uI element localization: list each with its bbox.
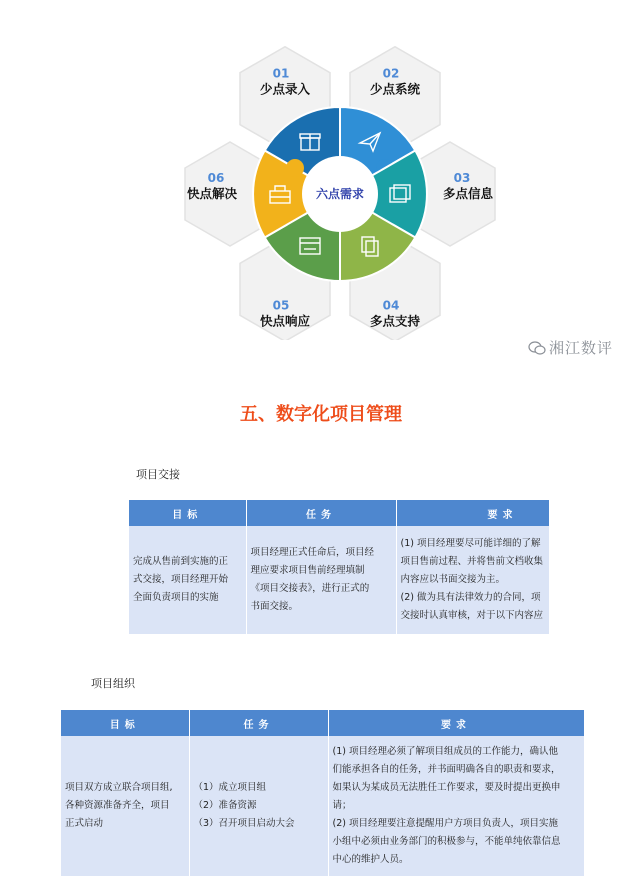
handover-table <box>129 500 549 634</box>
diagram-item-label: 快点解决 <box>186 186 238 201</box>
table2-task-cell <box>189 736 328 876</box>
diagram-item-label: 少点录入 <box>259 81 311 97</box>
handover-table-wrap <box>129 500 549 634</box>
table1-header-task: 任务 <box>246 500 396 526</box>
diagram-connector <box>286 159 304 177</box>
table1-req-cell <box>396 526 549 634</box>
table1-req-line: 交接时认真审核，对于以下内容应 <box>400 610 544 621</box>
table2-goal-line: 项目双方成立联合项目组, <box>65 782 173 793</box>
diagram-item-label: 少点系统 <box>369 81 421 97</box>
diagram-item-number: 04 <box>382 298 400 313</box>
table1-goal-cell <box>129 526 246 634</box>
diagram-item-number: 01 <box>272 66 290 81</box>
table2-goal-line: 各种资源准备齐全，项目 <box>65 800 170 811</box>
table2-req-cell <box>328 736 584 876</box>
table2-req-line: 如果认为某成员无法胜任工作要求，要及时提出更换申 <box>332 782 561 793</box>
table1-req-line: (1) 项目经理要尽可能详细的了解 <box>400 538 541 549</box>
table2-task-line: （1）成立项目组 <box>193 782 267 793</box>
table1-goal-line: 全面负责项目的实施 <box>133 592 219 603</box>
table2-req-line: (1) 项目经理必须了解项目组成员的工作能力，确认他 <box>332 746 558 757</box>
table1-req-line: (2) 做为具有法律效力的合同，项 <box>400 592 541 603</box>
table2-header-goal: 目标 <box>61 710 189 736</box>
watermark <box>528 337 613 358</box>
table2-req-line: 们能承担各自的任务，并书面明确各自的职责和要求， <box>332 764 561 775</box>
table1-goal-line: 式交接，项目经理开始 <box>133 574 229 585</box>
table1-task-line: 理应要求项目售前经理填制 <box>250 565 365 576</box>
wechat-icon <box>528 341 546 355</box>
table2-header-task: 任务 <box>189 710 328 736</box>
table1-req-line: 项目售前过程、并将售前文档收集 <box>400 556 544 567</box>
table1-task-line: 书面交接。 <box>250 601 299 612</box>
diagram-item-number: 02 <box>382 66 400 81</box>
diagram-item-label: 多点支持 <box>369 313 421 329</box>
six-point-requirements-diagram <box>0 0 642 340</box>
diagram-item-number: 06 <box>207 171 225 185</box>
watermark-text: 湘江数评 <box>549 339 614 357</box>
table2-req-line: 中心的维护人员。 <box>332 854 409 865</box>
table1-goal-line: 完成从售前到实施的正 <box>133 556 229 567</box>
table2-req-line: (2) 项目经理要注意提醒用户方项目负责人，项目实施 <box>332 818 558 829</box>
table2-req-line: 请； <box>332 800 352 811</box>
table1-title: 项目交接 <box>136 468 180 481</box>
diagram-item-number: 03 <box>453 171 471 185</box>
table2-goal-line: 正式启动 <box>65 818 104 829</box>
table1-header-req: 要求 <box>396 500 549 526</box>
table1-task-line: 《项目交接表》，进行正式的 <box>250 583 370 594</box>
table1-task-line: 项目经理正式任命后，项目经 <box>250 547 375 558</box>
table2-task-line: （3）召开项目启动大会 <box>193 818 295 829</box>
table1-req-line: 内容应以书面交接为主。 <box>400 574 506 585</box>
table2-title: 项目组织 <box>91 677 135 690</box>
table1-header-goal: 目标 <box>129 500 246 526</box>
table1-task-cell <box>246 526 396 634</box>
diagram-center-label: 六点需求 <box>315 187 365 201</box>
table2-goal-cell <box>61 736 189 876</box>
table2-req-line: 小组中必须由业务部门的积极参与，不能单纯依靠信息 <box>332 836 561 847</box>
table2-header-req: 要求 <box>328 710 584 736</box>
table2-task-line: （2）准备资源 <box>193 800 257 811</box>
section-title: 五、数字化项目管理 <box>240 404 402 425</box>
organization-table <box>61 710 585 876</box>
diagram-item-label: 多点信息 <box>442 186 494 201</box>
diagram-item-number: 05 <box>272 298 290 313</box>
diagram-item-label: 快点响应 <box>259 313 311 329</box>
